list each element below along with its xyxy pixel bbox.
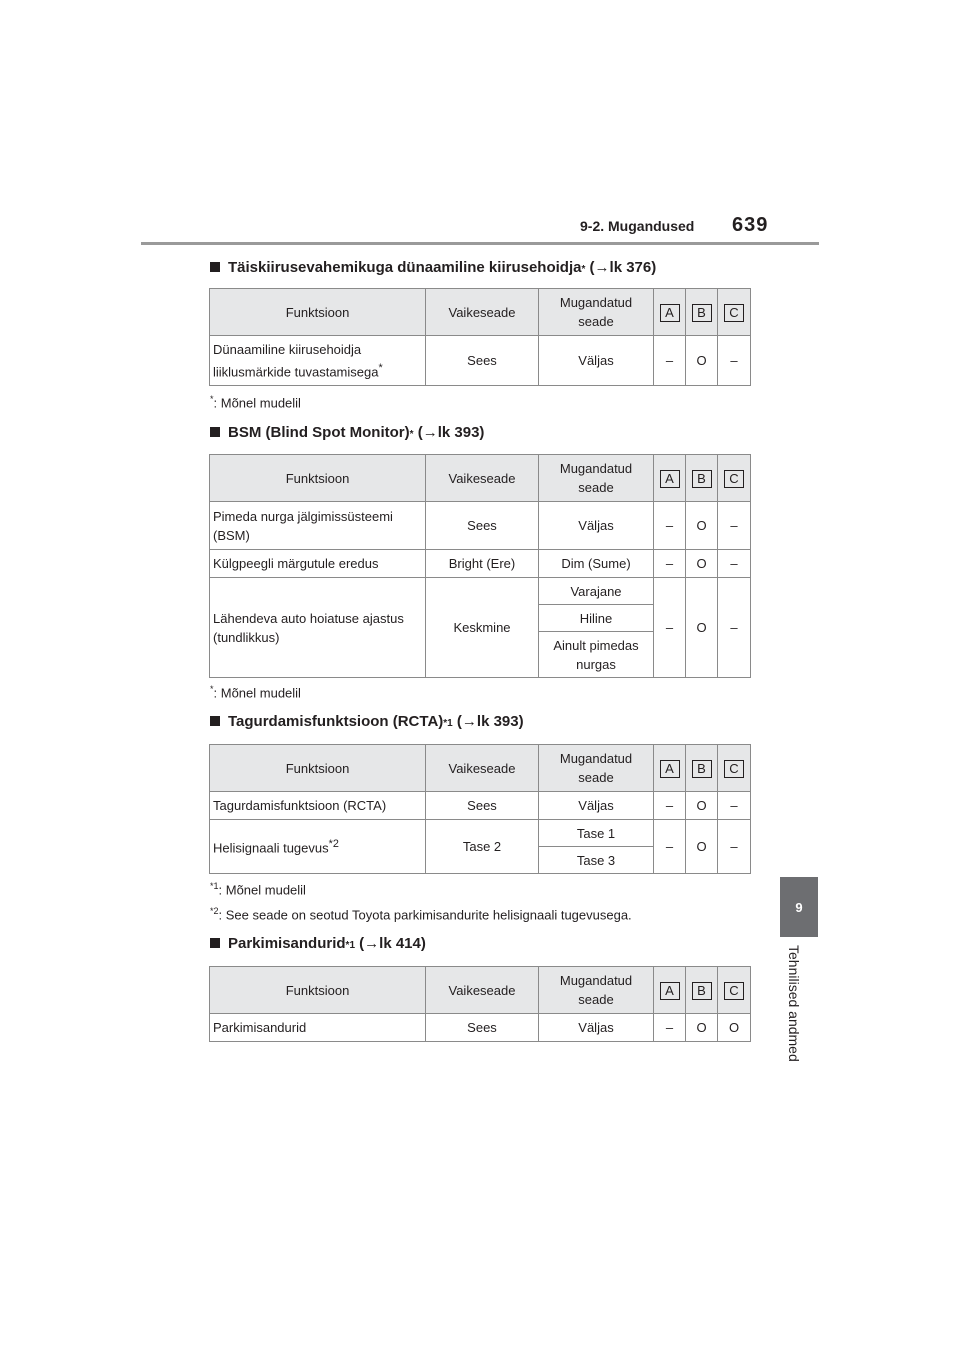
page-reference: (→lk 414): [359, 935, 426, 952]
table-row: [210, 578, 751, 605]
cell-c: –: [718, 550, 751, 578]
letter-c-icon: C: [724, 470, 744, 488]
header-custom: Mugandatud seade: [539, 455, 654, 502]
letter-a-icon: A: [660, 982, 680, 1000]
cell-a: –: [654, 336, 686, 386]
table-header-row: [210, 745, 751, 792]
footnote: *: Mõnel mudelil: [210, 684, 301, 701]
letter-a-icon: A: [660, 470, 680, 488]
cell-c: –: [718, 336, 751, 386]
page-reference: (→lk 376): [589, 259, 657, 276]
cell-b: O: [686, 820, 718, 874]
bullet-square-icon: [210, 427, 220, 437]
letter-a-icon: A: [660, 304, 680, 322]
letter-a-icon: A: [660, 760, 680, 778]
cell-default: Keskmine: [426, 578, 539, 678]
cell-function: Tagurdamisfunktsioon (RCTA): [210, 792, 426, 820]
cell-default: Sees: [426, 502, 539, 550]
header-function: Funktsioon: [210, 289, 426, 336]
cell-a: –: [654, 578, 686, 678]
settings-table-parking: [209, 966, 751, 1042]
chapter-tab: 9: [780, 877, 818, 937]
header-function: Funktsioon: [210, 967, 426, 1014]
cell-c: –: [718, 792, 751, 820]
cell-b: O: [686, 502, 718, 550]
cell-a: –: [654, 820, 686, 874]
table-row: [210, 502, 751, 550]
cell-custom-option: Tase 1: [539, 820, 654, 847]
section-heading-acc: Täiskiirusevahemikuga dünaamiline kiirusehoidja * (→lk 376): [210, 259, 656, 276]
table-header-row: [210, 967, 751, 1014]
letter-c-icon: C: [724, 982, 744, 1000]
bullet-square-icon: [210, 938, 220, 948]
cell-b: O: [686, 792, 718, 820]
cell-function: Külgpeegli märgutule eredus: [210, 550, 426, 578]
cell-custom: Väljas: [539, 1014, 654, 1042]
header-default: Vaikeseade: [426, 745, 539, 792]
footnote: $^{*2}$: See seade on seotud Toyota parkimisandurite helisignaali tugevusega.: [210, 906, 632, 923]
cell-function: Parkimisandurid: [210, 1014, 426, 1042]
cell-a: –: [654, 792, 686, 820]
letter-b-icon: B: [692, 304, 712, 322]
cell-b: O: [686, 550, 718, 578]
cell-a: –: [654, 1014, 686, 1042]
cell-custom-option: Varajane: [539, 578, 654, 605]
footnote: *: Mõnel mudelil: [210, 394, 301, 411]
header-default: Vaikeseade: [426, 289, 539, 336]
table-header-row: [210, 289, 751, 336]
section-heading-parking: Parkimisandurid *1 (→lk 414): [210, 935, 426, 952]
cell-default: Bright (Ere): [426, 550, 539, 578]
page-number: 639: [732, 214, 769, 236]
cell-b: O: [686, 578, 718, 678]
cell-default: Tase 2: [426, 820, 539, 874]
letter-c-icon: C: [724, 760, 744, 778]
header-custom: Mugandatud seade: [539, 967, 654, 1014]
chapter-label: Tehnilised andmed: [786, 945, 802, 1062]
cell-b: O: [686, 1014, 718, 1042]
letter-b-icon: B: [692, 470, 712, 488]
cell-custom-option: Hiline: [539, 605, 654, 632]
footnote: $^{*1}$: Mõnel mudelil: [210, 881, 306, 898]
table-row: [210, 820, 751, 847]
cell-default: Sees: [426, 792, 539, 820]
settings-table-rcta: [209, 744, 751, 874]
cell-function: Pimeda nurga jälgimissüsteemi (BSM): [210, 502, 426, 550]
section-heading-rcta: Tagurdamisfunktsioon (RCTA) *1 (→lk 393): [210, 713, 524, 730]
letter-b-icon: B: [692, 982, 712, 1000]
cell-function: Dünaamiline kiirusehoidja liiklusmärkide tuvastamisega*: [210, 336, 426, 386]
cell-custom: Väljas: [539, 336, 654, 386]
cell-function: Lähendeva auto hoiatuse ajastus (tundlikkus): [210, 578, 426, 678]
letter-b-icon: B: [692, 760, 712, 778]
table-row: [210, 550, 751, 578]
table-row: [210, 336, 751, 386]
header-default: Vaikeseade: [426, 455, 539, 502]
cell-c: –: [718, 820, 751, 874]
cell-a: –: [654, 550, 686, 578]
table-row: [210, 1014, 751, 1042]
cell-b: O: [686, 336, 718, 386]
header-custom: Mugandatud seade: [539, 745, 654, 792]
cell-custom: Dim (Sume): [539, 550, 654, 578]
settings-table-bsm: [209, 454, 751, 678]
cell-custom-option: Tase 3: [539, 847, 654, 874]
letter-c-icon: C: [724, 304, 744, 322]
cell-custom: Väljas: [539, 792, 654, 820]
section-title: 9-2. Mugandused: [580, 218, 695, 234]
cell-default: Sees: [426, 336, 539, 386]
bullet-square-icon: [210, 262, 220, 272]
page-reference: (→lk 393): [417, 424, 485, 441]
cell-c: –: [718, 502, 751, 550]
header-function: Funktsioon: [210, 745, 426, 792]
table-header-row: [210, 455, 751, 502]
section-heading-bsm: BSM (Blind Spot Monitor) * (→lk 393): [210, 424, 484, 441]
cell-a: –: [654, 502, 686, 550]
cell-custom: Väljas: [539, 502, 654, 550]
cell-c: –: [718, 578, 751, 678]
bullet-square-icon: [210, 716, 220, 726]
table-row: [210, 792, 751, 820]
header-function: Funktsioon: [210, 455, 426, 502]
header-default: Vaikeseade: [426, 967, 539, 1014]
header-divider: [141, 242, 819, 245]
cell-function: Helisignaali tugevus$^{*2}$: [210, 820, 426, 874]
header-custom: Mugandatud seade: [539, 289, 654, 336]
cell-c: O: [718, 1014, 751, 1042]
settings-table-acc: [209, 288, 751, 386]
cell-custom-option: Ainult pimedas nurgas: [539, 632, 654, 678]
cell-default: Sees: [426, 1014, 539, 1042]
page-reference: (→lk 393): [456, 713, 524, 730]
